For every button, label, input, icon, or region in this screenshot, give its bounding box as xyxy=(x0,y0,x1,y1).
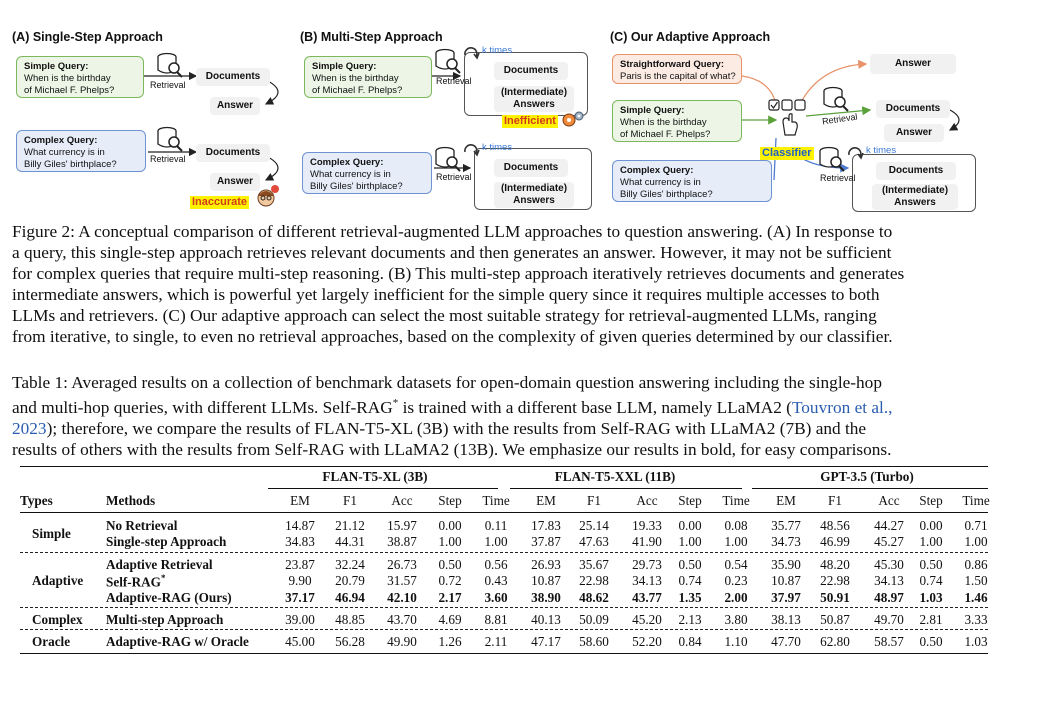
query-line: What currency is in xyxy=(620,177,701,188)
group-header: FLAN-T5-XL (3B) xyxy=(322,469,428,484)
caption-line: Table 1: Averaged results on a collection of benchmark datasets for open-domain question answering including the single-hop xyxy=(12,373,882,392)
value-cell: 1.00 xyxy=(438,534,462,550)
method-name: Single-step Approach xyxy=(106,534,227,550)
value-cell: 35.67 xyxy=(579,556,609,572)
value-cell: 0.11 xyxy=(484,518,508,533)
intermediate-answers-box xyxy=(872,184,958,210)
caption-text: and multi-hop queries, with different LLMs. Self-RAG xyxy=(12,397,393,417)
panel-b-complex-query xyxy=(302,152,432,194)
intermediate-answers-box xyxy=(494,182,574,208)
column-header: F1 xyxy=(343,493,357,508)
value-cell: 2.81 xyxy=(919,612,943,627)
inaccurate-label: Inaccurate xyxy=(192,196,248,208)
value-cell: 22.98 xyxy=(820,573,850,589)
value-cell: 45.20 xyxy=(632,612,662,627)
value-cell: 1.00 xyxy=(964,534,988,550)
intermediate-label: (Intermediate) xyxy=(500,183,568,194)
column-header: EM xyxy=(776,493,796,508)
value-cell: 0.00 xyxy=(438,518,462,533)
caption-text: ); therefore, we compare the results of FLAN-T5-XL (3B) with the results from Self-RAG with LLaMA2 (7B) and the xyxy=(46,418,867,438)
type-label: Complex xyxy=(32,612,83,627)
value-cell: 44.31 xyxy=(335,534,365,550)
retriever-icon xyxy=(434,146,462,172)
value-cell: 45.30 xyxy=(874,556,904,572)
classifier-label: Classifier xyxy=(762,147,812,159)
method-name: No Retrieval xyxy=(106,518,178,533)
panel-c-straightforward-query xyxy=(612,54,742,84)
table-caption xyxy=(12,372,1030,460)
value-cell: 1.46 xyxy=(964,589,988,605)
answers-label: Answers xyxy=(513,195,555,206)
column-header: Step xyxy=(438,493,462,508)
query-line: When is the birthday xyxy=(620,117,707,128)
value-cell: 35.90 xyxy=(771,556,801,572)
value-cell: 0.50 xyxy=(678,556,702,572)
value-cell: 2.13 xyxy=(678,612,702,627)
value-cell: 32.24 xyxy=(335,556,365,572)
table-row xyxy=(20,634,988,650)
confused-person-icon xyxy=(254,184,280,210)
value-cell: 26.73 xyxy=(387,556,417,572)
value-cell: 3.60 xyxy=(484,589,508,605)
value-cell: 37.17 xyxy=(285,589,315,605)
value-cell: 0.74 xyxy=(678,573,702,589)
value-cell: 62.80 xyxy=(820,634,850,650)
documents-box: Documents xyxy=(494,62,568,80)
figure-2 xyxy=(0,0,1040,215)
value-cell: 25.14 xyxy=(579,518,609,533)
k-times-label: k times xyxy=(482,142,513,153)
answer-box: Answer xyxy=(210,173,260,191)
table-row xyxy=(20,534,988,550)
caption-line: a query, this single-step approach retrieves relevant documents and then generates an answer. However, it may not be sufficient xyxy=(12,243,892,262)
panel-b-title: (B) Multi-Step Approach xyxy=(300,30,443,44)
panel-c-title: (C) Our Adaptive Approach xyxy=(610,30,771,44)
value-cell: 23.87 xyxy=(285,556,315,572)
value-cell: 43.77 xyxy=(632,589,662,605)
loop-icon xyxy=(462,46,482,62)
query-title: Straightforward Query: xyxy=(620,59,724,70)
caption-line: Figure 2: A conceptual comparison of different retrieval-augmented LLM approaches to question answering. (A) In response to xyxy=(12,222,893,241)
retriever-icon xyxy=(434,48,462,74)
value-cell: 1.00 xyxy=(919,534,943,550)
method-name: Self-RAG xyxy=(106,574,161,590)
retrieval-label: Retrieval xyxy=(820,173,856,183)
value-cell: 9.90 xyxy=(288,573,312,589)
panel-c-complex-query xyxy=(612,160,772,202)
header-row xyxy=(20,493,988,509)
query-title: Simple Query: xyxy=(312,61,377,72)
superscript: * xyxy=(160,573,166,584)
value-cell: 38.87 xyxy=(387,534,417,550)
value-cell: 3.33 xyxy=(964,612,988,627)
query-title: Simple Query: xyxy=(24,61,89,72)
method-cell xyxy=(106,573,165,590)
value-cell: 3.80 xyxy=(724,612,748,627)
type-label: Adaptive xyxy=(32,573,84,589)
classifier-icon xyxy=(768,98,810,138)
query-title: Complex Query: xyxy=(24,135,98,146)
value-cell: 20.79 xyxy=(335,573,365,589)
table-row xyxy=(20,573,988,589)
table-row xyxy=(20,557,988,573)
value-cell: 2.00 xyxy=(724,589,748,605)
query-title: Complex Query: xyxy=(310,157,384,168)
value-cell: 0.50 xyxy=(438,556,462,572)
value-cell: 0.54 xyxy=(724,556,748,572)
value-cell: 0.43 xyxy=(484,573,508,589)
value-cell: 34.83 xyxy=(285,534,315,550)
retriever-icon xyxy=(156,52,184,78)
caption-line: LLMs and retrievers. (C) Our adaptive approach can select the most suitable strategy for retrieval-augmented LLMs, ranging xyxy=(12,306,877,325)
value-cell: 46.94 xyxy=(335,589,365,605)
method-cell xyxy=(106,590,232,606)
method-name: Adaptive Retrieval xyxy=(106,556,213,572)
query-title: Simple Query: xyxy=(620,105,685,116)
value-cell: 1.26 xyxy=(438,634,462,650)
value-cell: 0.56 xyxy=(484,556,508,572)
section-divider xyxy=(20,552,988,553)
value-cell: 1.35 xyxy=(678,589,702,605)
retriever-icon xyxy=(156,126,184,152)
value-cell: 38.13 xyxy=(771,612,801,627)
value-cell: 50.91 xyxy=(820,589,850,605)
superscript: * xyxy=(392,397,399,409)
value-cell: 49.90 xyxy=(387,634,417,650)
type-label: Simple xyxy=(32,526,71,542)
value-cell: 38.90 xyxy=(531,589,561,605)
type-label: Oracle xyxy=(32,634,71,650)
value-cell: 52.20 xyxy=(632,634,662,650)
value-cell: 0.86 xyxy=(964,556,988,572)
caption-line: for complex queries that require multi-step reasoning. (B) This multi-step approach iteratively retrieves documents and generates xyxy=(12,264,905,283)
retriever-icon xyxy=(818,146,846,172)
retrieval-label: Retrieval xyxy=(150,154,186,164)
column-header: Time xyxy=(482,493,510,508)
value-cell: 43.70 xyxy=(387,612,417,627)
value-cell: 1.00 xyxy=(678,534,702,550)
value-cell: 58.57 xyxy=(874,634,904,650)
answer-box: Answer xyxy=(210,97,260,115)
value-cell: 1.50 xyxy=(964,573,988,589)
group-header: FLAN-T5-XXL (11B) xyxy=(554,469,676,484)
retrieval-label: Retrieval xyxy=(436,76,472,86)
column-header: Methods xyxy=(106,493,156,508)
value-cell: 29.73 xyxy=(632,556,662,572)
answers-label: Answers xyxy=(513,99,555,110)
answer-box: Answer xyxy=(870,54,956,74)
table-row xyxy=(20,612,988,628)
value-cell: 58.60 xyxy=(579,634,609,650)
caption-line xyxy=(12,393,1030,418)
value-cell: 45.00 xyxy=(285,634,315,650)
query-line: When is the birthday xyxy=(312,73,399,84)
value-cell: 15.97 xyxy=(387,518,417,533)
value-cell: 44.27 xyxy=(874,518,904,533)
retrieval-label: Retrieval xyxy=(436,172,472,182)
value-cell: 22.98 xyxy=(579,573,609,589)
method-cell xyxy=(106,518,177,534)
method-cell xyxy=(106,534,226,550)
value-cell: 1.03 xyxy=(919,589,943,605)
column-header: Step xyxy=(919,493,943,508)
value-cell: 34.13 xyxy=(874,573,904,589)
value-cell: 35.77 xyxy=(771,518,801,533)
panel-a-title: (A) Single-Step Approach xyxy=(12,30,163,44)
value-cell: 48.56 xyxy=(820,518,850,533)
column-header: Acc xyxy=(391,493,413,508)
figure-caption xyxy=(12,221,1030,347)
value-cell: 26.93 xyxy=(531,556,561,572)
value-cell: 49.70 xyxy=(874,612,904,627)
value-cell: 31.57 xyxy=(387,573,417,589)
intermediate-label: (Intermediate) xyxy=(500,87,568,98)
method-cell xyxy=(106,557,213,573)
value-cell: 2.11 xyxy=(484,634,508,650)
value-cell: 1.00 xyxy=(484,534,508,550)
value-cell: 41.90 xyxy=(632,534,662,550)
value-cell: 40.13 xyxy=(531,612,561,627)
inefficient-label: Inefficient xyxy=(504,115,556,127)
value-cell: 0.74 xyxy=(919,573,943,589)
column-header: Types xyxy=(20,493,53,508)
column-header: EM xyxy=(536,493,556,508)
value-cell: 47.17 xyxy=(531,634,561,650)
method-name: Multi-step Approach xyxy=(106,612,224,627)
method-name: Adaptive-RAG w/ Oracle xyxy=(106,634,249,650)
citation-link[interactable]: 2023 xyxy=(12,418,47,438)
value-cell: 17.83 xyxy=(531,518,561,533)
column-header: Time xyxy=(722,493,750,508)
value-cell: 50.87 xyxy=(820,612,850,627)
bottom-rule xyxy=(20,653,988,654)
caption-line: from iterative, to single, to even no retrieval approaches, based on the complexity of given queries determined by our classifier. xyxy=(12,327,893,346)
value-cell: 14.87 xyxy=(285,518,315,533)
value-cell: 47.70 xyxy=(771,634,801,650)
method-name: Adaptive-RAG (Ours) xyxy=(106,589,232,605)
value-cell: 47.63 xyxy=(579,534,609,550)
panel-a-simple-query xyxy=(16,56,144,98)
value-cell: 48.85 xyxy=(335,612,365,627)
column-header: F1 xyxy=(828,493,842,508)
value-cell: 34.13 xyxy=(632,573,662,589)
column-header: Acc xyxy=(636,493,658,508)
k-times-label: k times xyxy=(482,45,513,56)
value-cell: 48.20 xyxy=(820,556,850,572)
header-rule xyxy=(20,512,988,513)
value-cell: 37.87 xyxy=(531,534,561,550)
value-cell: 1.10 xyxy=(724,634,748,650)
caption-line xyxy=(12,418,1030,439)
column-header: Acc xyxy=(878,493,900,508)
method-cell xyxy=(106,634,249,650)
value-cell: 42.10 xyxy=(387,589,417,605)
documents-box: Documents xyxy=(876,100,950,118)
group-rule xyxy=(268,488,498,489)
column-header: Step xyxy=(678,493,702,508)
column-header: F1 xyxy=(587,493,601,508)
value-cell: 48.97 xyxy=(874,589,904,605)
caption-text: is trained with a different base LLM, namely LLaMA2 ( xyxy=(398,397,792,417)
caption-line: intermediate answers, which is powerful yet largely inefficient for the simple query since it requires multiple accesses to both xyxy=(12,285,880,304)
intermediate-label: (Intermediate) xyxy=(881,185,949,196)
value-cell: 50.09 xyxy=(579,612,609,627)
loop-icon xyxy=(846,146,866,162)
k-times-label: k times xyxy=(866,145,897,156)
citation-link[interactable]: Touvron et al., xyxy=(791,397,893,417)
query-line: of Michael F. Phelps? xyxy=(620,129,711,140)
query-line: Billy Giles' birthplace? xyxy=(24,159,117,170)
documents-box: Documents xyxy=(876,162,956,180)
table-row xyxy=(20,518,988,534)
value-cell: 46.99 xyxy=(820,534,850,550)
caption-line: results of others with the results from Self-RAG with LLaMA2 (13B). We emphasize our results in bold, for easy comparisons. xyxy=(12,439,892,459)
value-cell: 1.03 xyxy=(964,634,988,650)
query-line: What currency is in xyxy=(310,169,391,180)
query-line: When is the birthday xyxy=(24,73,111,84)
query-line: Billy Giles' birthplace? xyxy=(310,181,403,192)
retriever-icon xyxy=(822,86,850,112)
value-cell: 0.08 xyxy=(724,518,748,533)
value-cell: 0.72 xyxy=(438,573,462,589)
value-cell: 0.00 xyxy=(919,518,943,533)
answer-box: Answer xyxy=(884,124,944,142)
documents-box: Documents xyxy=(196,68,270,86)
answers-label: Answers xyxy=(894,197,936,208)
gears-icon xyxy=(560,108,586,132)
section-divider xyxy=(20,607,988,608)
query-line: Billy Giles' birthplace? xyxy=(620,189,713,200)
value-cell: 0.71 xyxy=(964,518,988,533)
group-rule xyxy=(510,488,742,489)
value-cell: 0.84 xyxy=(678,634,702,650)
value-cell: 21.12 xyxy=(335,518,365,533)
column-header: EM xyxy=(290,493,310,508)
section-divider xyxy=(20,629,988,630)
value-cell: 48.62 xyxy=(579,589,609,605)
value-cell: 8.81 xyxy=(484,612,508,627)
panel-a-complex-query xyxy=(16,130,146,172)
value-cell: 56.28 xyxy=(335,634,365,650)
documents-box: Documents xyxy=(196,144,270,162)
table-row xyxy=(20,590,988,606)
value-cell: 37.97 xyxy=(771,589,801,605)
loop-icon xyxy=(462,143,482,159)
query-line: What currency is in xyxy=(24,147,105,158)
value-cell: 19.33 xyxy=(632,518,662,533)
documents-box: Documents xyxy=(494,159,568,177)
value-cell: 0.50 xyxy=(919,556,943,572)
value-cell: 34.73 xyxy=(771,534,801,550)
top-rule xyxy=(20,466,988,467)
value-cell: 45.27 xyxy=(874,534,904,550)
retrieval-label: Retrieval xyxy=(150,80,186,90)
query-line: of Michael F. Phelps? xyxy=(312,85,403,96)
method-cell xyxy=(106,612,223,628)
panel-c-simple-query xyxy=(612,100,742,142)
value-cell: 2.17 xyxy=(438,589,462,605)
column-header: Time xyxy=(962,493,990,508)
query-title: Complex Query: xyxy=(620,165,694,176)
value-cell: 0.50 xyxy=(919,634,943,650)
panel-b-simple-query xyxy=(304,56,432,98)
group-rule xyxy=(752,488,988,489)
group-header: GPT-3.5 (Turbo) xyxy=(820,469,914,484)
retrieval-label: Retrieval xyxy=(821,111,859,127)
value-cell: 0.23 xyxy=(724,573,748,589)
query-line: of Michael F. Phelps? xyxy=(24,85,115,96)
value-cell: 10.87 xyxy=(771,573,801,589)
value-cell: 4.69 xyxy=(438,612,462,627)
query-line: Paris is the capital of what? xyxy=(620,71,736,82)
value-cell: 0.00 xyxy=(678,518,702,533)
value-cell: 39.00 xyxy=(285,612,315,627)
value-cell: 10.87 xyxy=(531,573,561,589)
value-cell: 1.00 xyxy=(724,534,748,550)
